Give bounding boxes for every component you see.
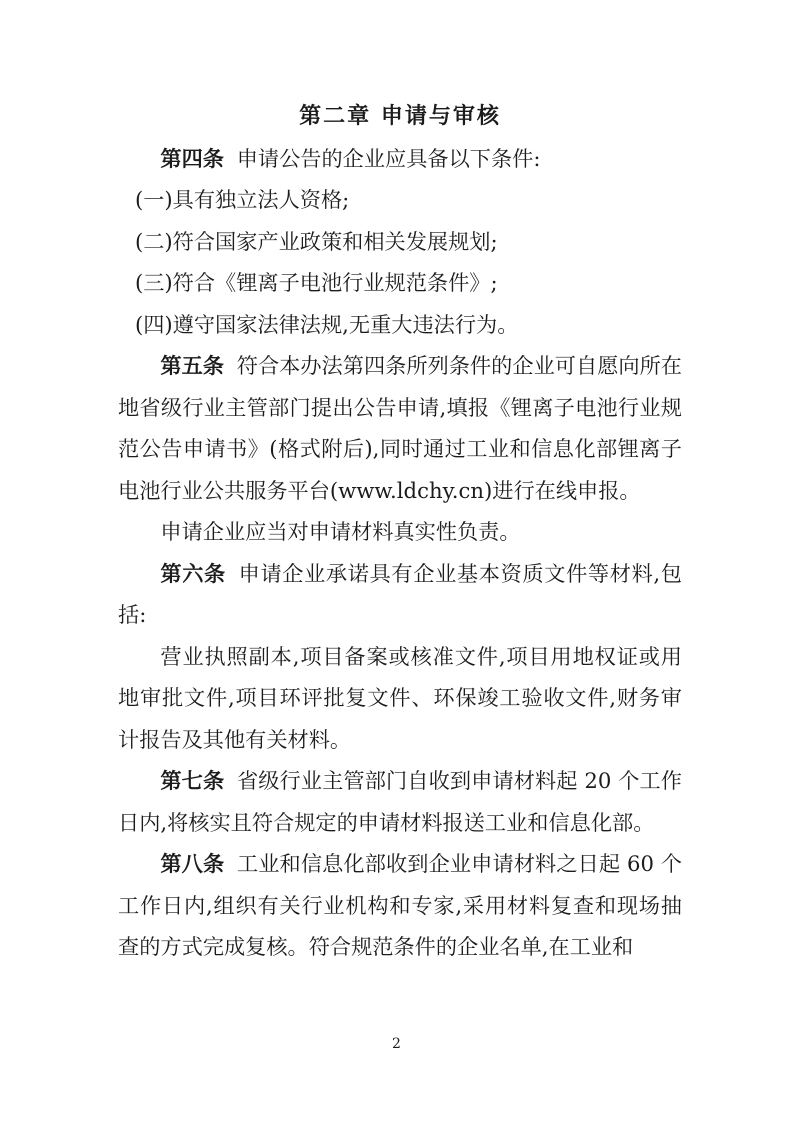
list-item-paragraph	[118, 304, 682, 346]
paragraph-text: (四)遵守国家法律法规,无重大违法行为。	[134, 311, 519, 337]
body-paragraph	[118, 636, 682, 761]
body-paragraph	[118, 511, 682, 553]
article-number-label: 第七条	[160, 768, 225, 793]
list-item-paragraph	[118, 262, 682, 304]
list-item-paragraph	[118, 221, 682, 263]
paragraph-text: (二)符合国家产业政策和相关发展规划;	[134, 228, 498, 254]
chapter-heading: 第二章 申请与审核	[299, 103, 501, 129]
paragraph-text: 工业和信息化部收到企业申请材料之日起 60 个工作日内,组织有关行业机构和专家,采用材料复查和现场抽查的方式完成复核。符合规范条件的企业名单,在工业和	[118, 851, 682, 959]
article-number-label: 第六条	[160, 560, 226, 586]
paragraph-text: 申请公告的企业应具备以下条件:	[236, 145, 541, 171]
article-paragraph	[118, 760, 682, 843]
article-number-label: 第八条	[160, 851, 225, 876]
paragraph-container	[118, 138, 682, 968]
article-paragraph	[118, 138, 682, 180]
paragraph-text: 申请企业应当对申请材料真实性负责。	[160, 519, 521, 544]
article-paragraph	[118, 843, 682, 968]
article-paragraph	[118, 553, 682, 636]
article-number-label: 第四条	[160, 145, 224, 171]
paragraph-text: 营业执照副本,项目备案或核准文件,项目用地权证或用地审批文件,项目环评批复文件、环保竣工验收文件,财务审计报告及其他有关材料。	[118, 643, 682, 752]
paragraph-text: (一)具有独立法人资格;	[134, 187, 350, 212]
paragraph-text: 符合本办法第四条所列条件的企业可自愿向所在地省级行业主管部门提出公告申请,填报《锂离子电池行业规范公告申请书》(格式附后),同时通过工业和信息化部锂离子电池行业公共服务平台(www.ldchy.cn)进行在线申报。	[118, 353, 682, 503]
paragraph-text: (三)符合《锂离子电池行业规范条件》;	[134, 270, 498, 295]
list-item-paragraph	[118, 179, 682, 221]
article-number-label: 第五条	[160, 353, 225, 378]
document-body	[118, 0, 682, 968]
page-number: 2	[392, 1036, 401, 1052]
article-paragraph	[118, 345, 682, 511]
paragraph-text: 省级行业主管部门自收到申请材料起 20 个工作日内,将核实且符合规定的申请材料报送工业和信息化部。	[118, 768, 682, 835]
paragraph-text: 申请企业承诺具有企业基本资质文件等材料,包括:	[118, 560, 682, 627]
